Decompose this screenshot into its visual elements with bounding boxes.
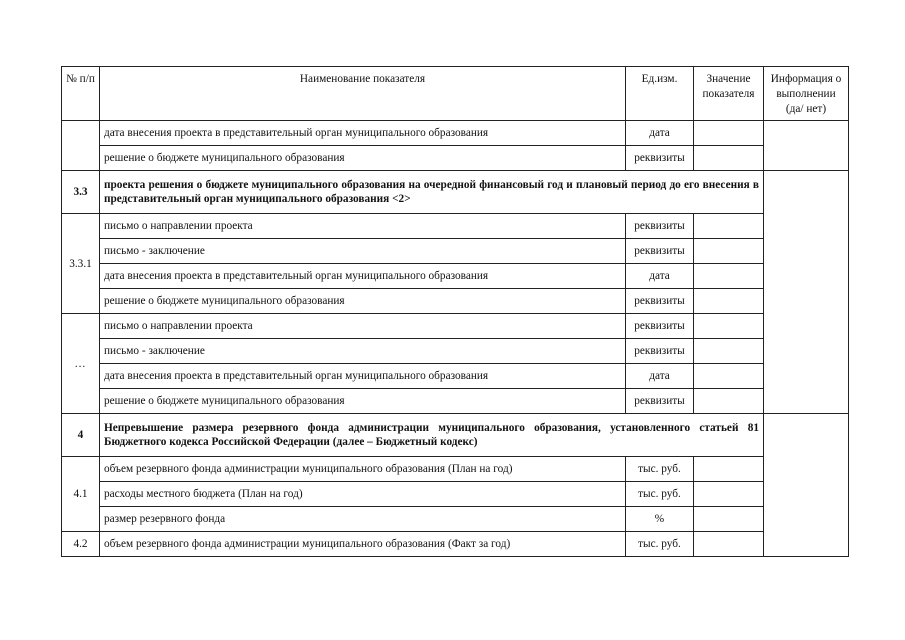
value-cell[interactable] <box>694 314 764 339</box>
table-row <box>62 364 849 389</box>
value-cell[interactable] <box>694 364 764 389</box>
value-cell[interactable] <box>694 507 764 532</box>
row-number: 4.1 <box>62 457 100 532</box>
indicator-unit: дата <box>626 121 694 146</box>
section-number: 4 <box>62 414 100 457</box>
indicator-name: решение о бюджете муниципального образования <box>100 289 626 314</box>
table-row <box>62 482 849 507</box>
indicator-name: расходы местного бюджета (План на год) <box>100 482 626 507</box>
section-row <box>62 414 849 457</box>
value-cell[interactable] <box>694 389 764 414</box>
table-row <box>62 121 849 146</box>
table-row <box>62 389 849 414</box>
header-num: № п/п <box>62 67 100 121</box>
indicator-unit: реквизиты <box>626 214 694 239</box>
indicator-unit: % <box>626 507 694 532</box>
indicator-unit: реквизиты <box>626 389 694 414</box>
table-row <box>62 339 849 364</box>
table-row <box>62 264 849 289</box>
value-cell[interactable] <box>694 239 764 264</box>
row-number-ellipsis: … <box>62 314 100 414</box>
value-cell[interactable] <box>694 339 764 364</box>
row-number-empty <box>62 121 100 171</box>
indicators-table <box>61 66 849 557</box>
value-cell[interactable] <box>694 532 764 557</box>
table-row <box>62 289 849 314</box>
table-row <box>62 314 849 339</box>
table-header-row <box>62 67 849 121</box>
indicator-name: решение о бюджете муниципального образования <box>100 146 626 171</box>
indicator-unit: реквизиты <box>626 314 694 339</box>
indicator-unit: дата <box>626 364 694 389</box>
value-cell[interactable] <box>694 457 764 482</box>
value-cell[interactable] <box>694 482 764 507</box>
indicator-unit: дата <box>626 264 694 289</box>
table-row <box>62 532 849 557</box>
indicator-unit: тыс. руб. <box>626 482 694 507</box>
indicator-unit: тыс. руб. <box>626 532 694 557</box>
header-info: Информация о выполнении (да/ нет) <box>764 67 849 121</box>
indicator-name: решение о бюджете муниципального образования <box>100 389 626 414</box>
value-cell[interactable] <box>694 214 764 239</box>
section-row <box>62 171 849 214</box>
info-cell[interactable] <box>764 121 849 171</box>
value-cell[interactable] <box>694 121 764 146</box>
indicator-name: дата внесения проекта в представительный орган муниципального образования <box>100 364 626 389</box>
table-row <box>62 214 849 239</box>
value-cell[interactable] <box>694 289 764 314</box>
header-value: Значение показателя <box>694 67 764 121</box>
indicator-name: размер резервного фонда <box>100 507 626 532</box>
indicator-name: объем резервного фонда администрации муниципального образования (План на год) <box>100 457 626 482</box>
table-row <box>62 146 849 171</box>
indicator-name: письмо - заключение <box>100 339 626 364</box>
header-name: Наименование показателя <box>100 67 626 121</box>
value-cell[interactable] <box>694 146 764 171</box>
info-cell[interactable] <box>764 414 849 557</box>
table-row <box>62 239 849 264</box>
value-cell[interactable] <box>694 264 764 289</box>
indicator-name: дата внесения проекта в представительный орган муниципального образования <box>100 264 626 289</box>
section-title: Непревышение размера резервного фонда администрации муниципального образования, установленного статьей 81 Бюджетного кодекса Российской Федерации (далее – Бюджетный кодекс) <box>100 414 764 457</box>
row-number: 3.3.1 <box>62 214 100 314</box>
indicator-unit: реквизиты <box>626 339 694 364</box>
section-number: 3.3 <box>62 171 100 214</box>
indicator-name: письмо о направлении проекта <box>100 214 626 239</box>
indicator-name: письмо о направлении проекта <box>100 314 626 339</box>
info-cell[interactable] <box>764 171 849 414</box>
indicator-name: объем резервного фонда администрации муниципального образования (Факт за год) <box>100 532 626 557</box>
section-title: проекта решения о бюджете муниципального образования на очередной финансовый год и плановый период до его внесения в представительный орган муниципального образования <2> <box>100 171 764 214</box>
indicator-unit: реквизиты <box>626 289 694 314</box>
indicator-name: письмо - заключение <box>100 239 626 264</box>
table-row <box>62 507 849 532</box>
row-number: 4.2 <box>62 532 100 557</box>
indicator-unit: реквизиты <box>626 239 694 264</box>
indicator-unit: реквизиты <box>626 146 694 171</box>
indicator-name: дата внесения проекта в представительный орган муниципального образования <box>100 121 626 146</box>
table-row <box>62 457 849 482</box>
indicator-unit: тыс. руб. <box>626 457 694 482</box>
header-unit: Ед.изм. <box>626 67 694 121</box>
